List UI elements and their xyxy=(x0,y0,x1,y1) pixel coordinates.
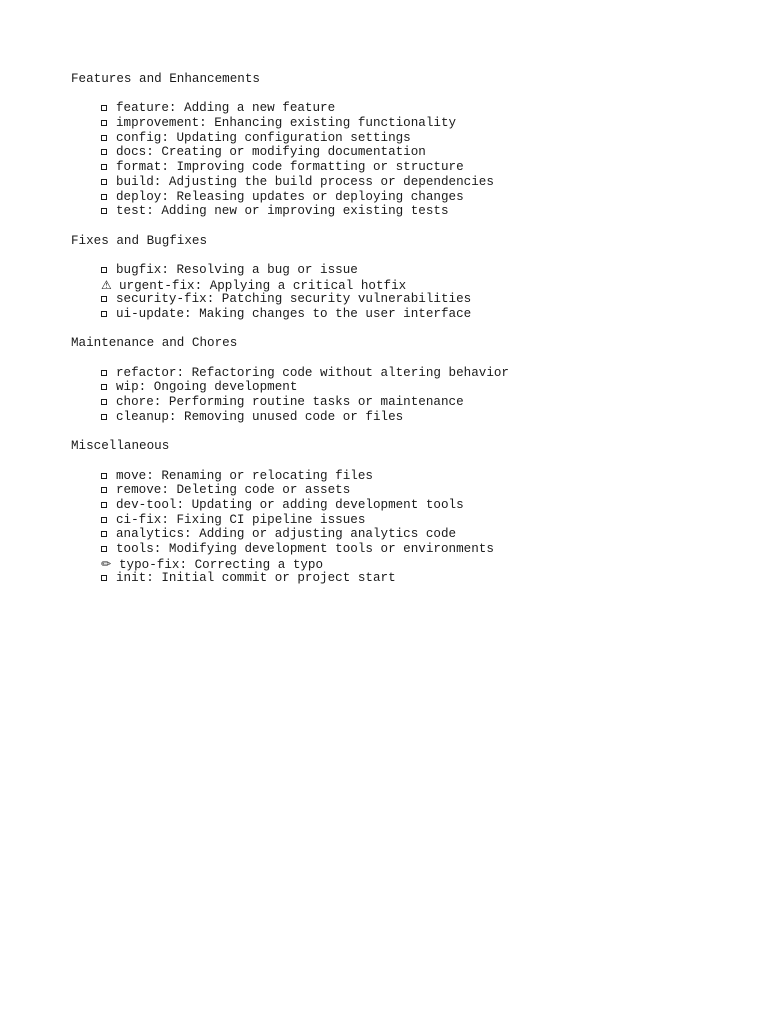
item-text: tools: Modifying development tools or environments xyxy=(116,542,494,556)
list-item xyxy=(101,101,751,116)
list-item xyxy=(101,204,751,219)
item-text: improvement: Enhancing existing functionality xyxy=(116,116,457,131)
item-list xyxy=(101,101,751,219)
list-item xyxy=(101,366,751,381)
item-text: analytics: Adding or adjusting analytics code xyxy=(116,527,457,542)
item-list xyxy=(101,469,751,587)
checkbox-bullet-icon xyxy=(101,206,116,221)
list-item xyxy=(101,278,751,293)
pencil-icon: ✏ xyxy=(101,556,112,571)
section-miscellaneous xyxy=(71,439,751,586)
list-item xyxy=(101,483,751,498)
list-item xyxy=(101,160,751,175)
item-text: deploy: Releasing updates or deploying changes xyxy=(116,189,464,204)
list-item xyxy=(101,116,751,131)
list-item xyxy=(101,469,751,484)
item-text: chore: Performing routine tasks or maintenance xyxy=(116,395,464,410)
list-item xyxy=(101,410,751,425)
item-text: security-fix: Patching security vulnerabilities xyxy=(116,292,472,307)
item-text: cleanup: Removing unused code or files xyxy=(116,409,404,424)
list-item xyxy=(101,380,751,395)
list-item xyxy=(101,571,751,586)
section-heading: Maintenance and Chores xyxy=(71,336,238,351)
item-text: format: Improving code formatting or structure xyxy=(116,160,464,175)
section-heading: Fixes and Bugfixes xyxy=(71,233,208,248)
item-text: typo-fix: Correcting a typo xyxy=(119,557,324,572)
section-heading: Miscellaneous xyxy=(71,439,170,454)
checkbox-bullet-icon xyxy=(101,309,116,324)
item-text: test: Adding new or improving existing tests xyxy=(116,204,449,219)
list-item xyxy=(101,395,751,410)
item-text: ui-update: Making changes to the user interface xyxy=(116,307,472,321)
item-text: bugfix: Resolving a bug or issue xyxy=(116,262,358,277)
list-item xyxy=(101,307,751,322)
item-text: dev-tool: Updating or adding development tools xyxy=(116,497,464,512)
item-text: config: Updating configuration settings xyxy=(116,130,411,145)
list-item xyxy=(101,263,751,278)
section-fixes xyxy=(71,234,751,322)
item-text: move: Renaming or relocating files xyxy=(116,468,373,483)
item-text: ci-fix: Fixing CI pipeline issues xyxy=(116,512,366,527)
list-item xyxy=(101,557,751,572)
list-item xyxy=(101,513,751,528)
item-text: feature: Adding a new feature xyxy=(116,101,336,116)
item-text: docs: Creating or modifying documentation xyxy=(116,145,426,160)
list-item xyxy=(101,498,751,513)
section-maintenance xyxy=(71,336,751,424)
list-item xyxy=(101,527,751,542)
list-item xyxy=(101,190,751,205)
item-text: build: Adjusting the build process or dependencies xyxy=(116,174,494,189)
checkbox-bullet-icon xyxy=(101,412,116,427)
document-body xyxy=(71,72,751,601)
list-item xyxy=(101,175,751,190)
item-text: wip: Ongoing development xyxy=(116,380,298,395)
item-text: remove: Deleting code or assets xyxy=(116,483,351,498)
list-item xyxy=(101,292,751,307)
list-item xyxy=(101,131,751,146)
item-list xyxy=(101,263,751,322)
section-heading: Features and Enhancements xyxy=(71,72,260,86)
section-features xyxy=(71,72,751,219)
item-list xyxy=(101,366,751,425)
item-text: refactor: Refactoring code without altering behavior xyxy=(116,365,509,380)
warning-icon: ⚠ xyxy=(101,277,112,292)
item-text: urgent-fix: Applying a critical hotfix xyxy=(119,278,407,293)
item-text: init: Initial commit or project start xyxy=(116,571,396,586)
list-item xyxy=(101,542,751,557)
list-item xyxy=(101,145,751,160)
checkbox-bullet-icon xyxy=(101,573,116,588)
